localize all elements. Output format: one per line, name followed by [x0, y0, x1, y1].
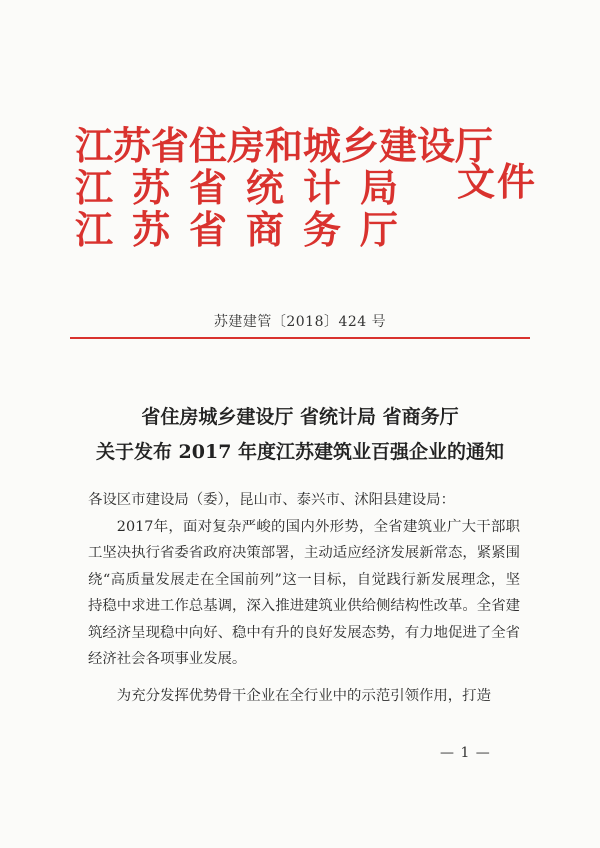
title-line-1: 省住房城乡建设厅 省统计局 省商务厅: [141, 406, 459, 428]
paragraph-1: 2017年，面对复杂严峻的国内外形势，全省建筑业广大干部职工坚决执行省委省政府决策部署，主动适应经济发展新常态，紧紧围绕“高质量发展走在全国前列”这一目标，自觉践行新发展理念，坚持稳中求进工作总基调，深入推进建筑业供给侧结构性改革。全省建筑经济呈现稳中向好、稳中有升的良好发展态势，有力地促进了全省经济社会各项事业发展。: [88, 518, 520, 667]
salutation: 各设区市建设局（委），昆山市、泰兴市、沭阳县建设局：: [88, 492, 455, 508]
issuer-suffix: 文件: [457, 160, 538, 204]
issuer-header: [75, 124, 538, 252]
title-line-2: 关于发布 2017 年度江苏建筑业百强企业的通知: [95, 441, 505, 463]
issuer-line-1: 江苏省住房和城乡建设厅: [75, 124, 494, 168]
issuer-line-2: 江苏省统计局: [75, 166, 418, 210]
paragraph-2: 为充分发挥优势骨干企业在全行业中的示范引领作用，打造: [116, 687, 491, 704]
red-divider: [70, 337, 530, 339]
document-body: [88, 487, 520, 709]
page-number: — 1 —: [440, 745, 491, 761]
issuer-line-3: 江苏省商务厅: [75, 208, 418, 252]
document-number: 苏建建管〔2018〕424 号: [213, 314, 387, 330]
